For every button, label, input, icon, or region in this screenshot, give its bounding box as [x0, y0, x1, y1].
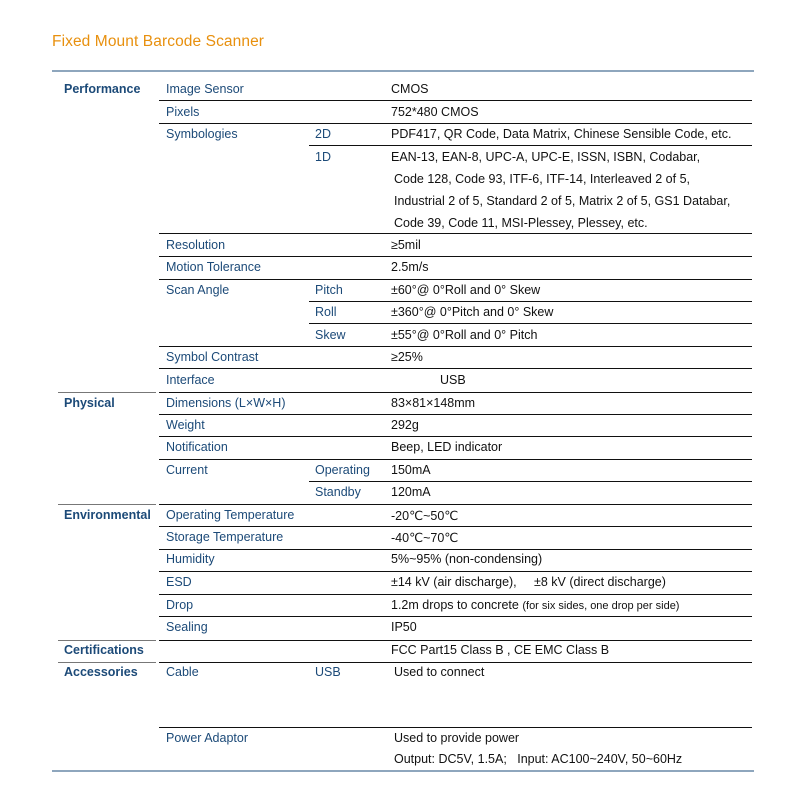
- cable-value: Used to connect: [394, 665, 485, 679]
- interface-value: USB: [440, 373, 466, 387]
- symbol-contrast-label: Symbol Contrast: [166, 350, 259, 364]
- current-operating-label: Operating: [315, 463, 370, 477]
- operating-temperature-value: -20℃~50℃: [391, 509, 459, 523]
- symbologies-1d-line: Code 39, Code 11, MSI-Plessey, Plessey, etc.: [394, 216, 648, 230]
- top-divider: [52, 70, 754, 72]
- esd-label: ESD: [166, 575, 192, 589]
- section-performance: Performance: [64, 82, 141, 96]
- interface-label: Interface: [166, 373, 215, 387]
- scan-angle-skew-value: ±55°@ 0°Roll and 0° Pitch: [391, 328, 538, 342]
- section-physical: Physical: [64, 396, 115, 410]
- weight-value: 292g: [391, 418, 419, 432]
- section-certifications: Certifications: [64, 643, 144, 657]
- symbologies-2d-label: 2D: [315, 127, 331, 141]
- scan-angle-roll-label: Roll: [315, 305, 337, 319]
- dimensions-value: 83×81×148mm: [391, 396, 476, 410]
- motion-tolerance-label: Motion Tolerance: [166, 260, 261, 274]
- sealing-value: IP50: [391, 620, 417, 634]
- sub-row-rule: [309, 323, 752, 324]
- certifications-value: FCC Part15 Class B , CE EMC Class B: [391, 643, 610, 657]
- storage-temperature-value: -40℃~70℃: [391, 531, 459, 545]
- symbologies-1d-line: EAN-13, EAN-8, UPC-A, UPC-E, ISSN, ISBN, Codabar,: [391, 150, 701, 164]
- symbologies-1d-line: Code 128, Code 93, ITF-6, ITF-14, Interleaved 2 of 5,: [394, 172, 690, 186]
- resolution-label: Resolution: [166, 238, 226, 252]
- storage-temperature-label: Storage Temperature: [166, 530, 284, 544]
- page-title: Fixed Mount Barcode Scanner: [52, 33, 265, 50]
- symbologies-label: Symbologies: [166, 127, 238, 141]
- notification-label: Notification: [166, 440, 228, 454]
- pixels-label: Pixels: [166, 105, 200, 119]
- drop-value: [391, 598, 679, 612]
- drop-label: Drop: [166, 598, 194, 612]
- scan-angle-pitch-label: Pitch: [315, 283, 343, 297]
- weight-label: Weight: [166, 418, 205, 432]
- operating-temperature-label: Operating Temperature: [166, 508, 295, 522]
- section-environmental: Environmental: [64, 508, 151, 522]
- section-divider: [58, 392, 156, 393]
- sub-row-rule: [309, 145, 752, 146]
- esd-air-value: ±14 kV (air discharge),: [391, 575, 517, 589]
- motion-tolerance-value: 2.5m/s: [391, 260, 429, 274]
- power-adaptor-value-2: Output: DC5V, 1.5A; Input: AC100~240V, 50~60Hz: [394, 752, 683, 766]
- esd-direct-value: ±8 kV (direct discharge): [534, 575, 666, 589]
- section-accessories: Accessories: [64, 665, 138, 679]
- cable-label: Cable: [166, 665, 199, 679]
- power-adaptor-label: Power Adaptor: [166, 731, 248, 745]
- notification-value: Beep, LED indicator: [391, 440, 503, 454]
- current-standby-value: 120mA: [391, 485, 431, 499]
- power-adaptor-value-1: Used to provide power: [394, 731, 520, 745]
- sealing-label: Sealing: [166, 620, 208, 634]
- resolution-value: ≥5mil: [391, 238, 421, 252]
- sub-row-rule: [309, 301, 752, 302]
- section-divider: [58, 504, 156, 505]
- image-sensor-value: CMOS: [391, 82, 429, 96]
- humidity-label: Humidity: [166, 552, 215, 566]
- symbologies-1d-line: Industrial 2 of 5, Standard 2 of 5, Matrix 2 of 5, GS1 Databar,: [394, 194, 731, 208]
- bottom-divider: [52, 770, 754, 772]
- current-standby-label: Standby: [315, 485, 361, 499]
- scan-angle-pitch-value: ±60°@ 0°Roll and 0° Skew: [391, 283, 541, 297]
- scan-angle-skew-label: Skew: [315, 328, 346, 342]
- symbologies-2d-value: PDF417, QR Code, Data Matrix, Chinese Sensible Code, etc.: [391, 127, 732, 141]
- image-sensor-label: Image Sensor: [166, 82, 244, 96]
- drop-note: (for six sides, one drop per side): [522, 600, 680, 612]
- sub-row-rule: [309, 481, 752, 482]
- pixels-value: 752*480 CMOS: [391, 105, 479, 119]
- drop-main: 1.2m drops to concrete: [391, 598, 519, 612]
- symbol-contrast-value: ≥25%: [391, 350, 423, 364]
- current-label: Current: [166, 463, 208, 477]
- cable-sub-label: USB: [315, 665, 341, 679]
- section-divider: [58, 640, 156, 641]
- current-operating-value: 150mA: [391, 463, 431, 477]
- dimensions-label: Dimensions (L×W×H): [166, 396, 286, 410]
- humidity-value: 5%~95% (non-condensing): [391, 552, 543, 566]
- section-divider: [58, 662, 156, 663]
- symbologies-1d-label: 1D: [315, 150, 331, 164]
- scan-angle-roll-value: ±360°@ 0°Pitch and 0° Skew: [391, 305, 554, 319]
- scan-angle-label: Scan Angle: [166, 283, 230, 297]
